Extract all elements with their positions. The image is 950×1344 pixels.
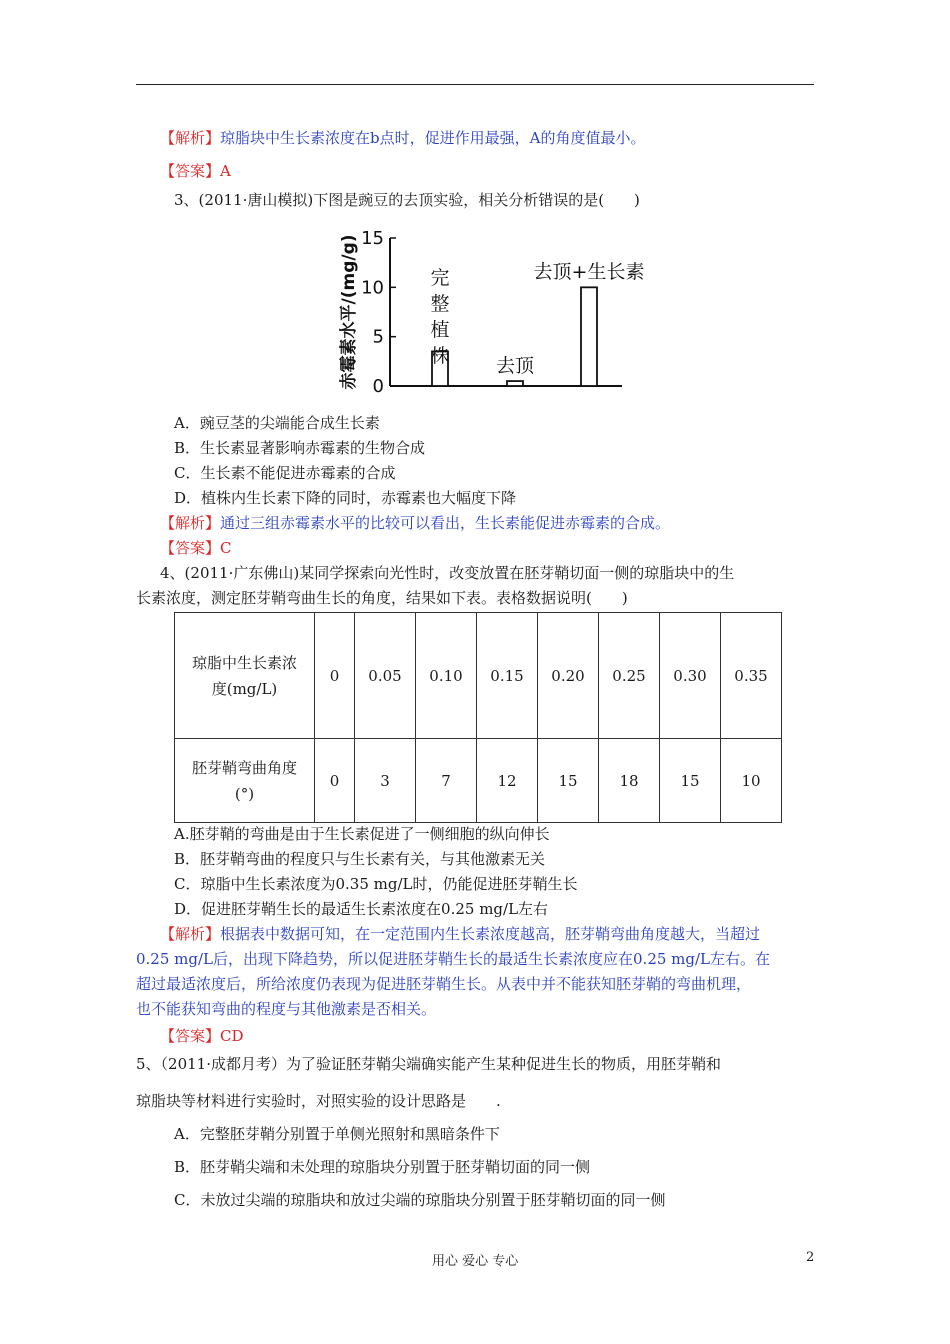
answer-text: CD	[220, 1027, 244, 1045]
table-cell: 0	[315, 739, 355, 823]
q4-analysis-line2: 0.25 mg/L后，出现下降趋势，所以促进胚芽鞘生长的最适生长素浓度应在0.25 mg/L左右。在	[136, 950, 771, 968]
q3-option-a: A．豌豆茎的尖端能合成生长素	[174, 414, 380, 432]
answer-tag: 【答案】	[160, 539, 221, 557]
q3-analysis	[160, 513, 670, 533]
chart-labels	[430, 261, 644, 377]
table-row	[175, 613, 782, 739]
q5-option-a: A．完整胚芽鞘分别置于单侧光照射和黑暗条件下	[174, 1125, 500, 1143]
analysis-tag: 【解析】	[160, 925, 221, 943]
bar-label: 去顶	[495, 355, 535, 377]
q3-answer	[160, 538, 232, 558]
q4-stem-line2: 长素浓度，测定胚芽鞘弯曲生长的角度，结果如下表。表格数据说明( )	[136, 589, 628, 607]
bar-label-char: 完	[430, 267, 450, 289]
table-cell: 0.35	[721, 613, 782, 739]
q2-answer	[160, 161, 231, 181]
q4-analysis-line3: 超过最适浓度后，所给浓度仍表现为促进胚芽鞘生长。从表中并不能获知胚芽鞘的弯曲机理，	[136, 975, 752, 993]
bar-label-char: 植	[430, 319, 450, 341]
q4-answer	[160, 1026, 244, 1046]
answer-text: A	[220, 162, 231, 180]
table-cell: 0.10	[416, 613, 477, 739]
bar	[507, 381, 523, 386]
q4-option-b: B．胚芽鞘弯曲的程度只与生长素有关，与其他激素无关	[174, 850, 546, 868]
q5-stem-line2: 琼脂块等材料进行实验时，对照实验的设计思路是 .	[136, 1092, 501, 1110]
analysis-text: 琼脂块中生长素浓度在b点时，促进作用最强，A的角度值最小。	[220, 129, 646, 147]
answer-text: C	[220, 539, 232, 557]
q4-stem-line1: 4、(2011·广东佛山)某同学探索向光性时，改变放置在胚芽鞘切面一侧的琼脂块中的生	[160, 564, 735, 582]
bar-label-char: 整	[430, 293, 450, 315]
chart-axes	[338, 228, 622, 397]
y-tick-label: 10	[361, 277, 384, 299]
q3-stem: 3、(2011·唐山模拟)下图是豌豆的去顶实验，相关分析错误的是( )	[174, 191, 640, 209]
bar-label: 去顶+生长素	[533, 261, 645, 283]
footer-motto: 用心 爱心 专心	[432, 1254, 519, 1269]
bar	[581, 287, 597, 386]
q2-analysis	[160, 128, 645, 148]
data-table	[174, 612, 782, 823]
analysis-tag: 【解析】	[160, 129, 221, 147]
table-header-angle: 胚芽鞘弯曲角度 (°)	[175, 739, 315, 823]
analysis-tag: 【解析】	[160, 514, 221, 532]
table-row	[175, 739, 782, 823]
gibberellin-bar-chart	[330, 222, 645, 397]
y-tick-label: 0	[372, 376, 384, 397]
table-cell: 0.20	[538, 613, 599, 739]
q3-option-b: B．生长素显著影响赤霉素的生物合成	[174, 439, 426, 457]
q3-option-c: C．生长素不能促进赤霉素的合成	[174, 464, 396, 482]
q5-option-b: B．胚芽鞘尖端和未处理的琼脂块分别置于胚芽鞘切面的同一侧	[174, 1158, 591, 1176]
header-rule	[136, 84, 814, 85]
bar-label-char: 株	[430, 345, 450, 367]
table-cell: 18	[599, 739, 660, 823]
analysis-text: 根据表中数据可知，在一定范围内生长素浓度越高，胚芽鞘弯曲角度越大，当超过	[220, 925, 761, 943]
table-cell: 0	[315, 613, 355, 739]
q4-option-c: C．琼脂中生长素浓度为0.35 mg/L时，仍能促进胚芽鞘生长	[174, 875, 578, 893]
q5-option-c: C．未放过尖端的琼脂块和放过尖端的琼脂块分别置于胚芽鞘切面的同一侧	[174, 1191, 666, 1209]
y-axis-label: 赤霉素水平/(mg/g)	[339, 234, 359, 390]
y-tick-label: 15	[361, 228, 384, 249]
analysis-text: 通过三组赤霉素水平的比较可以看出，生长素能促进赤霉素的合成。	[220, 514, 671, 532]
table-cell: 15	[660, 739, 721, 823]
q4-option-a: A.胚芽鞘的弯曲是由于生长素促进了一侧细胞的纵向伸长	[174, 825, 550, 843]
table-cell: 3	[355, 739, 416, 823]
q4-analysis-line1	[160, 924, 760, 944]
table-cell: 0.15	[477, 613, 538, 739]
table-cell: 0.25	[599, 613, 660, 739]
q5-stem-line1: 5、（2011·成都月考）为了验证胚芽鞘尖端确实能产生某种促进生长的物质，用胚芽鞘和	[136, 1055, 721, 1073]
table-cell: 12	[477, 739, 538, 823]
q4-analysis-line4: 也不能获知弯曲的程度与其他激素是否相关。	[136, 1000, 437, 1018]
blank-dot: .	[496, 1092, 501, 1110]
y-tick-label: 5	[372, 326, 384, 348]
answer-tag: 【答案】	[160, 1027, 221, 1045]
table-cell: 10	[721, 739, 782, 823]
table-cell: 15	[538, 739, 599, 823]
table-header-concentration: 琼脂中生长素浓 度(mg/L)	[175, 613, 315, 739]
q4-option-d: D．促进胚芽鞘生长的最适生长素浓度在0.25 mg/L左右	[174, 900, 549, 918]
page-number: 2	[806, 1250, 815, 1265]
answer-tag: 【答案】	[160, 162, 221, 180]
table-cell: 0.05	[355, 613, 416, 739]
table-cell: 0.30	[660, 613, 721, 739]
q3-option-d: D．植株内生长素下降的同时，赤霉素也大幅度下降	[174, 489, 517, 507]
table-cell: 7	[416, 739, 477, 823]
